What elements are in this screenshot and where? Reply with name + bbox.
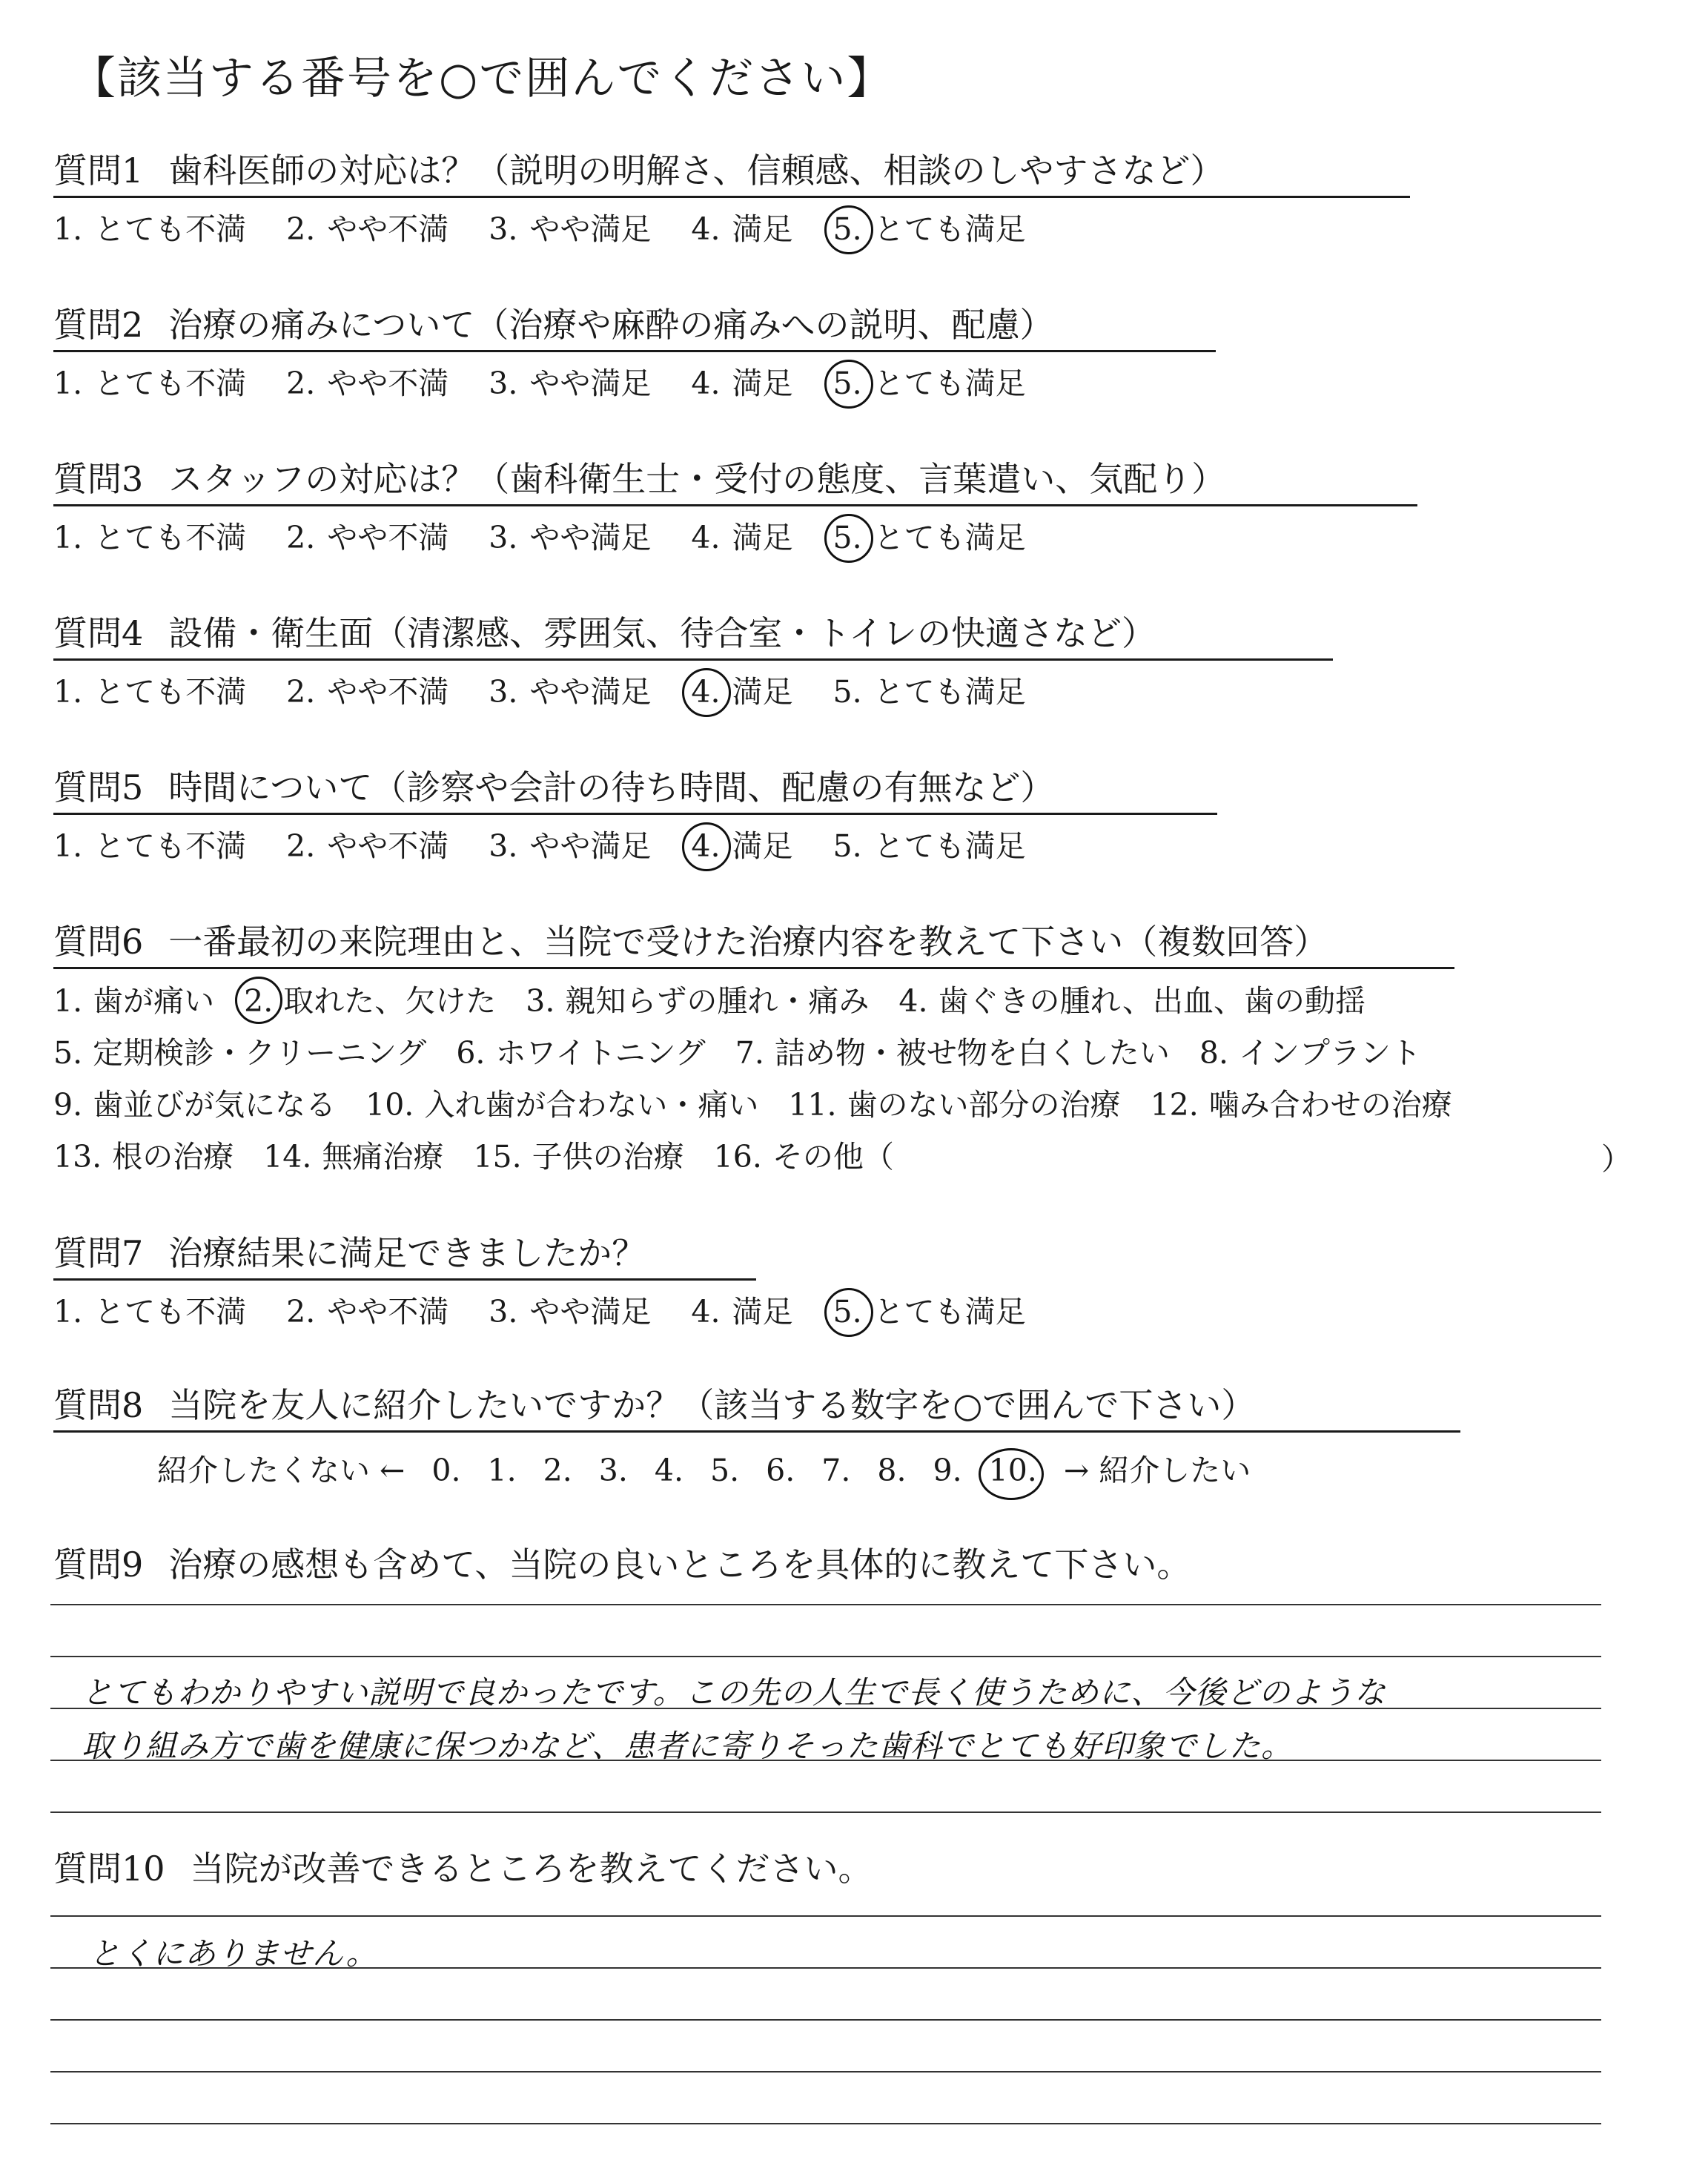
answer-line bbox=[50, 2123, 1601, 2124]
option-number: 1. bbox=[53, 828, 83, 864]
question-text: スタッフの対応は？（歯科衛生士・受付の態度、言葉遣い、気配り） bbox=[168, 459, 1226, 499]
option-5[interactable] bbox=[833, 517, 1026, 558]
question-text: 設備・衛生面（清潔感、雰囲気、待合室・トイレの快適さなど） bbox=[168, 613, 1156, 653]
option-number: 4. bbox=[898, 983, 928, 1019]
scale-number[interactable]: 2. bbox=[543, 1453, 572, 1488]
question-10 bbox=[53, 1846, 873, 1891]
option-label: やや不満 bbox=[327, 1294, 449, 1330]
option-5[interactable] bbox=[833, 363, 1026, 404]
scale-number[interactable]: 9. bbox=[933, 1453, 962, 1488]
option-label: ホワイトニング bbox=[495, 1035, 706, 1071]
option-label: 噛み合わせの治療 bbox=[1208, 1087, 1452, 1123]
question-9-title bbox=[53, 1542, 1191, 1587]
treatment-option[interactable] bbox=[53, 1131, 234, 1183]
option-number: 3. bbox=[489, 366, 518, 401]
question-6-title bbox=[53, 919, 1482, 964]
q10-handwritten-answer: とくにありません。 bbox=[89, 1935, 378, 1972]
option-2[interactable] bbox=[286, 208, 448, 250]
option-number: 3. bbox=[489, 1294, 518, 1330]
option-label: やや満足 bbox=[529, 674, 652, 710]
option-label: やや不満 bbox=[327, 366, 449, 401]
treatment-option[interactable] bbox=[714, 1131, 894, 1183]
option-label: 満足 bbox=[732, 828, 793, 864]
question-number: 質問5 bbox=[53, 767, 144, 807]
option-1[interactable] bbox=[53, 825, 246, 867]
title-underline bbox=[53, 196, 1410, 198]
option-number: 7. bbox=[735, 1035, 764, 1071]
option-label: 根の治療 bbox=[112, 1139, 234, 1175]
option-label: とても満足 bbox=[873, 211, 1026, 247]
option-2[interactable] bbox=[286, 1291, 448, 1332]
option-number: 14. bbox=[263, 1139, 312, 1175]
answer-line bbox=[50, 1604, 1601, 1605]
question-number: 質問10 bbox=[53, 1849, 165, 1889]
treatment-option[interactable] bbox=[53, 975, 214, 1027]
option-label: その他（ bbox=[772, 1139, 894, 1175]
question-3-title bbox=[53, 457, 1417, 501]
option-label: 無痛治療 bbox=[322, 1139, 444, 1175]
option-number: 2. bbox=[286, 828, 316, 864]
question-2 bbox=[53, 303, 1216, 404]
question-text: 治療の感想も含めて、当院の良いところを具体的に教えて下さい。 bbox=[168, 1545, 1191, 1585]
option-label: インプラント bbox=[1239, 1035, 1421, 1071]
question-number: 質問3 bbox=[53, 459, 144, 499]
option-2[interactable] bbox=[286, 363, 448, 404]
option-number: 2. bbox=[286, 1294, 316, 1330]
question-4-options bbox=[53, 671, 1333, 713]
option-label: とても不満 bbox=[94, 211, 247, 247]
option-3[interactable] bbox=[489, 363, 651, 404]
option-number: 5. bbox=[833, 517, 862, 558]
option-label: 歯並びが気になる bbox=[93, 1087, 337, 1123]
treatment-option[interactable] bbox=[244, 975, 496, 1027]
option-label: とても不満 bbox=[94, 366, 247, 401]
option-5[interactable] bbox=[833, 208, 1026, 250]
scale-right-label: → 紹介したい bbox=[1063, 1453, 1251, 1488]
option-label: 歯のない部分の治療 bbox=[847, 1087, 1121, 1123]
question-text: 当院を友人に紹介したいですか？（該当する数字を○で囲んで下さい） bbox=[168, 1385, 1256, 1425]
question-1-options bbox=[53, 208, 1410, 250]
treatment-option[interactable] bbox=[456, 1027, 705, 1079]
question-number: 質問6 bbox=[53, 922, 144, 962]
option-number: 4. bbox=[691, 366, 721, 401]
option-label: とても満足 bbox=[873, 828, 1026, 864]
page-title: 【該当する番号を○で囲んでください】 bbox=[71, 53, 893, 105]
option-label: 入れ歯が合わない・痛い bbox=[424, 1087, 759, 1123]
treatment-option[interactable] bbox=[263, 1131, 443, 1183]
option-2[interactable] bbox=[286, 825, 448, 867]
treatment-option[interactable] bbox=[526, 975, 869, 1027]
scale-left-label: 紹介したくない ← bbox=[157, 1453, 406, 1488]
option-4[interactable] bbox=[691, 825, 792, 867]
option-label: やや不満 bbox=[327, 520, 449, 555]
question-8-title bbox=[53, 1383, 1460, 1427]
option-number: 10. bbox=[365, 1087, 414, 1123]
option-number: 13. bbox=[53, 1139, 102, 1175]
option-label: 満足 bbox=[732, 1294, 793, 1330]
option-label: 子供の治療 bbox=[532, 1139, 684, 1175]
option-label: やや満足 bbox=[529, 211, 652, 247]
option-number: 6. bbox=[456, 1035, 486, 1071]
question-1-title bbox=[53, 148, 1410, 193]
option-number: 5. bbox=[833, 1291, 862, 1332]
option-5[interactable] bbox=[833, 671, 1026, 713]
question-1 bbox=[53, 148, 1410, 250]
option-label: とても満足 bbox=[873, 366, 1026, 401]
option-row bbox=[53, 1079, 1482, 1131]
question-8-scale bbox=[157, 1446, 1460, 1490]
question-5-options bbox=[53, 825, 1217, 867]
scale-number[interactable]: 7. bbox=[821, 1453, 851, 1488]
treatment-option[interactable] bbox=[1199, 1027, 1421, 1079]
treatment-option[interactable] bbox=[53, 1027, 426, 1079]
option-label: とても満足 bbox=[873, 520, 1026, 555]
scale-number[interactable]: 3. bbox=[598, 1453, 628, 1488]
question-8 bbox=[53, 1383, 1460, 1490]
treatment-option[interactable] bbox=[735, 1027, 1170, 1079]
option-number: 1. bbox=[53, 983, 83, 1019]
option-row bbox=[53, 1027, 1482, 1079]
option-number: 2. bbox=[286, 674, 316, 710]
title-underline bbox=[53, 504, 1417, 506]
question-7-title bbox=[53, 1231, 1066, 1275]
option-label: やや満足 bbox=[529, 366, 652, 401]
option-number: 1. bbox=[53, 366, 83, 401]
option-label: 取れた、欠けた bbox=[283, 983, 497, 1019]
question-5 bbox=[53, 765, 1217, 867]
option-3[interactable] bbox=[489, 671, 651, 713]
option-number: 5. bbox=[833, 674, 862, 710]
question-6 bbox=[53, 919, 1482, 1183]
scale-number[interactable]: 1. bbox=[487, 1453, 517, 1488]
option-label: 満足 bbox=[732, 211, 793, 247]
option-row bbox=[53, 975, 1482, 1027]
option-label: とても不満 bbox=[94, 828, 247, 864]
option-number: 4. bbox=[691, 825, 720, 867]
option-2[interactable] bbox=[286, 517, 448, 558]
title-underline bbox=[53, 1430, 1460, 1433]
option-number: 8. bbox=[1199, 1035, 1228, 1071]
option-label: 歯ぐきの腫れ、出血、歯の動揺 bbox=[938, 983, 1366, 1019]
question-text: 治療の痛みについて（治療や麻酔の痛みへの説明、配慮） bbox=[168, 305, 1054, 345]
treatment-option[interactable] bbox=[53, 1079, 336, 1131]
option-label: とても満足 bbox=[873, 1294, 1026, 1330]
option-number: 15. bbox=[473, 1139, 522, 1175]
question-2-options bbox=[53, 363, 1216, 404]
question-4 bbox=[53, 611, 1333, 713]
option-label: やや満足 bbox=[529, 1294, 652, 1330]
question-7-options bbox=[53, 1291, 1066, 1332]
option-label: 親知らずの腫れ・痛み bbox=[565, 983, 870, 1019]
question-10-title bbox=[53, 1846, 873, 1891]
option-number: 2. bbox=[244, 975, 273, 1027]
option-label: やや不満 bbox=[327, 211, 449, 247]
option-3[interactable] bbox=[489, 825, 651, 867]
scale-number[interactable]: 6. bbox=[766, 1453, 795, 1488]
question-6-options bbox=[53, 975, 1482, 1183]
option-number: 3. bbox=[489, 520, 518, 555]
answer-line bbox=[50, 2071, 1601, 2073]
question-number: 質問2 bbox=[53, 305, 144, 345]
option-5[interactable] bbox=[833, 825, 1026, 867]
option-number: 2. bbox=[286, 520, 316, 555]
title-underline bbox=[53, 658, 1333, 661]
q9-handwritten-answer-line-2: 取り組み方で歯を健康に保つかなど、患者に寄りそった歯科でとても好印象でした。 bbox=[82, 1728, 1294, 1764]
title-underline bbox=[53, 350, 1216, 352]
option-number: 3. bbox=[526, 983, 555, 1019]
option-4[interactable] bbox=[691, 671, 792, 713]
option-number: 3. bbox=[489, 828, 518, 864]
question-2-title bbox=[53, 303, 1216, 347]
scale-number[interactable]: 10. bbox=[988, 1453, 1037, 1488]
treatment-option[interactable] bbox=[365, 1079, 758, 1131]
option-label: やや満足 bbox=[529, 520, 652, 555]
question-4-title bbox=[53, 611, 1333, 655]
question-3-options bbox=[53, 517, 1417, 558]
scale-number[interactable]: 8. bbox=[877, 1453, 907, 1488]
question-7 bbox=[53, 1231, 1066, 1332]
option-row bbox=[53, 1131, 1482, 1183]
option-1[interactable] bbox=[53, 1291, 246, 1332]
answer-line bbox=[50, 1915, 1601, 1917]
question-text: 歯科医師の対応は？（説明の明解さ、信頼感、相談のしやすさなど） bbox=[168, 151, 1225, 191]
treatment-option[interactable] bbox=[788, 1079, 1120, 1131]
question-number: 質問9 bbox=[53, 1545, 144, 1585]
option-number: 4. bbox=[691, 1294, 721, 1330]
option-label: とても満足 bbox=[873, 674, 1026, 710]
option-label: とても不満 bbox=[94, 1294, 247, 1330]
option-number: 5. bbox=[833, 828, 862, 864]
question-text: 時間について（診察や会計の待ち時間、配慮の有無など） bbox=[168, 767, 1055, 807]
option-1[interactable] bbox=[53, 671, 246, 713]
option-number: 4. bbox=[691, 671, 720, 713]
question-5-title bbox=[53, 765, 1217, 810]
title-underline bbox=[53, 813, 1217, 815]
q9-handwritten-answer-line-1: とてもわかりやすい説明で良かったです。この先の人生で長く使うために、今後どのような bbox=[82, 1674, 1386, 1711]
option-number: 1. bbox=[53, 211, 83, 247]
scale-number[interactable]: 4. bbox=[654, 1453, 684, 1488]
option-label: 定期検診・クリーニング bbox=[93, 1035, 427, 1071]
answer-line bbox=[50, 1656, 1601, 1657]
scale-number[interactable]: 0. bbox=[431, 1453, 461, 1488]
option-label: やや不満 bbox=[327, 674, 449, 710]
option-label: 満足 bbox=[732, 674, 793, 710]
option-number: 3. bbox=[489, 674, 518, 710]
option-label: とても不満 bbox=[94, 674, 247, 710]
treatment-option[interactable] bbox=[1151, 1079, 1452, 1131]
other-close-paren: ） bbox=[1601, 1141, 1632, 1177]
answer-line bbox=[50, 1811, 1601, 1813]
option-number: 2. bbox=[286, 366, 316, 401]
option-label: やや満足 bbox=[529, 828, 652, 864]
title-underline bbox=[53, 1278, 756, 1281]
treatment-option[interactable] bbox=[473, 1131, 683, 1183]
option-1[interactable] bbox=[53, 517, 246, 558]
option-number: 2. bbox=[286, 211, 316, 247]
question-number: 質問7 bbox=[53, 1233, 144, 1273]
option-number: 9. bbox=[53, 1087, 83, 1123]
question-3 bbox=[53, 457, 1417, 558]
question-number: 質問1 bbox=[53, 151, 144, 191]
option-number: 5. bbox=[833, 363, 862, 404]
option-2[interactable] bbox=[286, 671, 448, 713]
question-9 bbox=[53, 1542, 1191, 1587]
question-number: 質問4 bbox=[53, 613, 144, 653]
option-label: 歯が痛い bbox=[93, 983, 215, 1019]
title-underline bbox=[53, 967, 1454, 969]
option-label: 詰め物・被せ物を白くしたい bbox=[774, 1035, 1170, 1071]
option-label: やや不満 bbox=[327, 828, 449, 864]
option-4[interactable] bbox=[691, 517, 792, 558]
option-number: 1. bbox=[53, 674, 83, 710]
option-number: 16. bbox=[713, 1139, 762, 1175]
option-3[interactable] bbox=[489, 208, 651, 250]
answer-line bbox=[50, 2019, 1601, 2021]
option-number: 4. bbox=[691, 520, 721, 555]
option-1[interactable] bbox=[53, 208, 246, 250]
option-label: 満足 bbox=[732, 366, 793, 401]
question-number: 質問8 bbox=[53, 1385, 144, 1425]
option-label: 満足 bbox=[732, 520, 793, 555]
option-number: 12. bbox=[1150, 1087, 1199, 1123]
option-4[interactable] bbox=[691, 208, 792, 250]
option-number: 3. bbox=[489, 211, 518, 247]
option-number: 11. bbox=[788, 1087, 837, 1123]
question-text: 一番最初の来院理由と、当院で受けた治療内容を教えて下さい（複数回答） bbox=[168, 922, 1328, 962]
option-3[interactable] bbox=[489, 517, 651, 558]
option-number: 1. bbox=[53, 1294, 83, 1330]
scale-number[interactable]: 5. bbox=[710, 1453, 740, 1488]
option-1[interactable] bbox=[53, 363, 246, 404]
option-number: 5. bbox=[53, 1035, 83, 1071]
treatment-option[interactable] bbox=[898, 975, 1366, 1027]
option-number: 5. bbox=[833, 208, 862, 250]
question-text: 治療結果に満足できましたか？ bbox=[168, 1233, 646, 1273]
option-3[interactable] bbox=[489, 1291, 651, 1332]
option-5[interactable] bbox=[833, 1291, 1026, 1332]
option-label: とても不満 bbox=[94, 520, 247, 555]
question-text: 当院が改善できるところを教えてください。 bbox=[190, 1849, 873, 1889]
option-4[interactable] bbox=[691, 363, 792, 404]
option-4[interactable] bbox=[691, 1291, 792, 1332]
option-number: 4. bbox=[691, 211, 721, 247]
option-number: 1. bbox=[53, 520, 83, 555]
